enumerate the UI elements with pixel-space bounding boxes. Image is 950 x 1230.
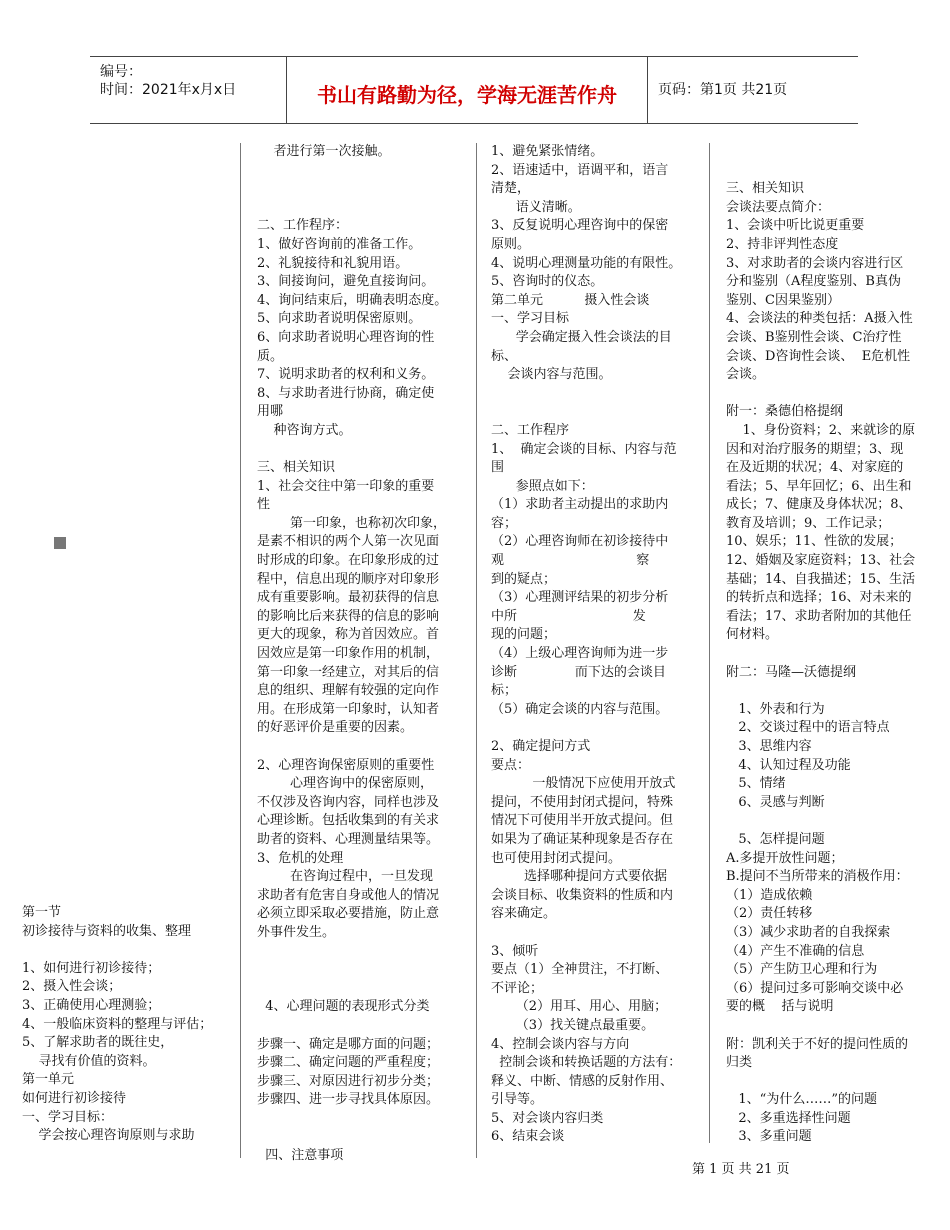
text-line (257, 980, 460, 999)
text-line: 何材料。 (726, 627, 779, 643)
text-line: 者进行第一次接触。 (257, 144, 391, 159)
text-line: 会谈、D咨询性会谈、 E危机性 (726, 348, 911, 364)
text-line: 围 (491, 460, 505, 476)
text-line: 性 (257, 497, 271, 513)
document-number-label: 编号： (100, 64, 142, 80)
text-line: （2）责任转移 (726, 906, 813, 922)
text-line: 息的组织、理解有较强的定向作 (257, 683, 440, 699)
text-line: 会谈。 (726, 367, 766, 383)
text-line: 第二单元 摄入性会谈 (491, 292, 650, 308)
text-line: 步骤四、进一步寻找具体原因。 (257, 1092, 440, 1108)
text-line: 鉴别、C因果鉴别） (726, 292, 840, 308)
text-line: 质。 (257, 348, 284, 364)
text-line: 控制会谈和转换话题的方法有： (491, 1055, 682, 1071)
text-line: 的转折点和选择；16、对未来的 (726, 590, 912, 606)
text-line: 附一：桑德伯格提纲 (726, 404, 844, 420)
text-line: 更大的现象，称为首因效应。首 (257, 627, 440, 643)
text-line: 5、情绪 (726, 776, 786, 792)
text-line: 会谈法要点简介： (726, 199, 831, 215)
document-header (90, 56, 858, 124)
text-line: 成长；7、健康及身体状况；8、 (726, 497, 912, 513)
text-line: 1、避免紧张情绪。 (491, 144, 604, 159)
text-line: 三、相关知识 (726, 181, 805, 197)
text-line: 3、倾听 (491, 943, 539, 959)
text-line: 标、 (491, 348, 518, 364)
text-line: 种咨询方式。 (257, 422, 352, 438)
text-line: 的好恶评价是重要的因素。 (257, 720, 414, 736)
text-line: 语义清晰。 (491, 199, 581, 215)
text-line: 10、娱乐；11、性欲的发展； (726, 534, 903, 550)
text-line: 容来确定。 (491, 906, 557, 922)
text-column-4 (726, 143, 932, 1147)
text-line: 选择哪种提问方式要依据 (491, 869, 668, 885)
text-line: 7、说明求助者的权利和义务。 (257, 367, 435, 383)
text-line: 提问，不使用封闭式提问，特殊 (491, 794, 674, 810)
placeholder-square-icon (54, 537, 66, 549)
text-line: 到的疑点； (491, 571, 557, 587)
text-line: B.提问不当所带来的消极作用： (726, 869, 909, 885)
text-line: 一、学习目标： (22, 1109, 114, 1125)
text-line: 是素不相识的两个人第一次见面 (257, 534, 440, 550)
text-column-3 (491, 143, 697, 1147)
text-line: 标； (491, 683, 518, 699)
text-line: 参照点如下： (491, 478, 594, 494)
text-line: 步骤一、确定是哪方面的问题； (257, 1036, 440, 1052)
column-divider-3 (709, 143, 710, 1143)
text-line: 释义、中断、情感的反射作用、 (491, 1073, 674, 1089)
text-line (257, 738, 460, 757)
text-line: 会谈目标、收集资料的性质和内 (491, 887, 674, 903)
text-line: 3、对求助者的会谈内容进行区 (726, 255, 904, 271)
text-line: 2、礼貌接待和礼貌用语。 (257, 255, 409, 271)
text-line: 四、注意事项 (257, 1148, 344, 1164)
text-line (726, 682, 932, 701)
text-line (726, 143, 932, 162)
text-line: 5、咨询时的仪态。 (491, 274, 604, 290)
text-line: 情况下可使用半开放式提问。但 (491, 813, 674, 829)
text-line: 12、婚姻及家庭资料；13、社会 (726, 553, 916, 569)
text-line: 2、多重选择性问题 (726, 1110, 851, 1126)
header-page-cell (648, 57, 858, 123)
text-line (726, 1017, 932, 1036)
text-line: 要的概 括与说明 (726, 999, 834, 1015)
text-line: （3）找关键点最重要。 (491, 1017, 655, 1033)
text-line: 8、与求助者进行协商，确定使 (257, 385, 435, 401)
text-line (257, 961, 460, 980)
text-line: 1、“为什么……”的问题 (726, 1092, 877, 1108)
text-line: 1、会谈中听比说更重要 (726, 218, 865, 234)
text-line: 会谈、B鉴别性会谈、C治疗性 (726, 329, 902, 345)
text-line (257, 1017, 460, 1036)
text-line: （4）上级心理咨询师为进一步 (491, 646, 669, 662)
text-line: 要点： (491, 757, 531, 773)
text-line: 一般情况下应使用开放式 (491, 776, 676, 792)
text-line: 二、工作程序： (257, 218, 349, 234)
text-line: 5、对会谈内容归类 (491, 1110, 604, 1126)
text-line: 现的问题； (491, 627, 557, 643)
text-line: 三、相关知识 (257, 460, 336, 476)
text-line (726, 1073, 932, 1092)
text-line: 观 察 (491, 553, 650, 569)
text-line (257, 943, 460, 962)
text-line: 初诊接待与资料的收集、整理 (22, 923, 192, 939)
text-line (257, 199, 460, 218)
text-line: （1）求助者主动提出的求助内 (491, 497, 669, 513)
text-line: （3）减少求助者的自我探索 (726, 924, 891, 940)
text-line: 学会确定摄入性会谈法的目 (491, 329, 672, 345)
text-line: 1、如何进行初诊接待； (22, 960, 161, 976)
text-line: 外事件发生。 (257, 924, 336, 940)
text-line: 2、摄入性会谈； (22, 979, 122, 995)
text-line: （5）产生防卫心理和行为 (726, 962, 878, 978)
text-line (726, 385, 932, 404)
text-line: （1）造成依赖 (726, 887, 813, 903)
text-line: 寻找有价值的资料。 (22, 1053, 156, 1069)
page-footer: 第 1 页 共 21 页 (692, 1162, 790, 1177)
text-line: 在及近期的状况；4、对家庭的 (726, 460, 904, 476)
text-line: 1、身份资料；2、来就诊的原 (726, 422, 916, 438)
text-line: 因和对治疗服务的期望；3、现 (726, 441, 904, 457)
text-line: 归类 (726, 1055, 753, 1071)
text-line: 原则。 (491, 236, 531, 252)
text-line: 6、灵感与判断 (726, 794, 825, 810)
text-line: 诊断 而下达的会谈目 (491, 664, 666, 680)
text-line: 1、做好咨询前的准备工作。 (257, 236, 422, 252)
text-line: 4、会谈法的种类包括：A摄入性 (726, 311, 913, 327)
text-line: 2、交谈过程中的语言特点 (726, 720, 890, 736)
text-line: 5、向求助者说明保密原则。 (257, 311, 422, 327)
text-line: 时形成的印象。在印象形成的过 (257, 553, 440, 569)
header-page-info: 页码：第1页 共21页 (658, 82, 788, 98)
text-line: （3）心理测评结果的初步分析 (491, 590, 669, 606)
text-line: 用哪 (257, 404, 284, 420)
text-line: 4、心理问题的表现形式分类 (257, 999, 430, 1015)
text-line (491, 924, 697, 943)
text-line (257, 162, 460, 181)
text-line: 3、多重问题 (726, 1129, 812, 1145)
text-line (726, 162, 932, 181)
text-line (491, 403, 697, 422)
text-line: （4）产生不准确的信息 (726, 943, 865, 959)
text-line: 第一印象，也称初次印象， (257, 515, 447, 531)
text-line: 程中，信息出现的顺序对印象形 (257, 571, 440, 587)
text-line: 心理诊断。包括收集到的有关求 (257, 813, 440, 829)
text-line: 3、思维内容 (726, 739, 812, 754)
column-divider-2 (476, 143, 477, 1158)
text-line (491, 719, 697, 738)
text-line: 求助者有危害自身或他人的情况 (257, 887, 440, 903)
text-line: 3、反复说明心理咨询中的保密 (491, 218, 669, 234)
text-line: 1、 确定会谈的目标、内容与范 (491, 441, 677, 457)
text-line (257, 1128, 460, 1147)
text-line: 教育及培训；9、工作记录； (726, 515, 891, 531)
text-line: 2、持非评判性态度 (726, 236, 839, 252)
text-line (22, 941, 232, 960)
text-line: 第一节 (22, 905, 62, 920)
column-divider-1 (240, 143, 241, 1158)
text-line (257, 1110, 460, 1129)
text-line: 要点（1）全神贯注，不打断、 (491, 962, 669, 978)
text-line: 步骤三、对原因进行初步分类； (257, 1073, 440, 1089)
text-line: 成有重要影响。最初获得的信息 (257, 590, 440, 606)
text-line: 5、了解求助者的既往史， (22, 1035, 174, 1051)
text-line: 2、心理咨询保密原则的重要性 (257, 757, 435, 773)
text-line: 也可使用封闭式提问。 (491, 850, 622, 866)
text-line (726, 812, 932, 831)
text-line: 助者的资料、心理测量结果等。 (257, 831, 440, 847)
header-motto-cell (287, 57, 648, 123)
text-column-1 (22, 904, 232, 1146)
text-line: 2、确定提问方式 (491, 739, 591, 754)
text-line: 清楚， (491, 181, 531, 197)
text-line: 看法；5、早年回忆；6、出生和 (726, 478, 912, 494)
text-line: 不仅涉及咨询内容，同样也涉及 (257, 794, 440, 810)
text-line: 必须立即采取必要措施，防止意 (257, 906, 440, 922)
text-line: 1、外表和行为 (726, 701, 825, 717)
text-line: 用。在形成第一印象时，认知者 (257, 701, 440, 717)
text-line: 因效应是第一印象作用的机制， (257, 646, 440, 662)
text-line: 基础；14、自我描述；15、生活 (726, 571, 916, 587)
text-line: 4、控制会谈内容与方向 (491, 1036, 630, 1052)
text-line: 学会按心理咨询原则与求助 (22, 1128, 195, 1144)
text-line: 3、间接询问，避免直接询问。 (257, 274, 435, 290)
text-line (257, 180, 460, 199)
text-line (491, 385, 697, 404)
text-line: 心理咨询中的保密原则， (257, 776, 434, 792)
text-line: 6、向求助者说明心理咨询的性 (257, 329, 435, 345)
text-line: 第一印象一经建立，对其后的信 (257, 664, 440, 680)
text-line: 二、工作程序 (491, 422, 570, 438)
text-line: （2）心理咨询师在初诊接待中 (491, 534, 669, 550)
text-line: 2、语速适中，语调平和，语言 (491, 162, 669, 178)
text-line: 附：凯利关于不好的提问性质的 (726, 1036, 909, 1052)
document-time-label: 时间：2021年x月x日 (100, 82, 237, 98)
text-line: 容； (491, 515, 518, 531)
text-line: 4、说明心理测量功能的有限性。 (491, 255, 682, 271)
text-line: 如果为了确证某种现象是否存在 (491, 831, 674, 847)
text-line: 会谈内容与范围。 (491, 367, 612, 383)
text-line: 3、危机的处理 (257, 850, 344, 866)
text-line: 4、认知过程及功能 (726, 757, 851, 773)
text-line: 看法；17、求助者附加的其他任 (726, 608, 912, 624)
text-line: 5、怎样提问题 (726, 831, 825, 847)
text-line: 引导等。 (491, 1092, 544, 1108)
text-line: 分和鉴别（A程度鉴别、B真伪 (726, 274, 901, 290)
text-line: 步骤二、确定问题的严重程度； (257, 1055, 440, 1071)
text-line: （2）用耳、用心、用脑； (491, 999, 668, 1015)
text-line: 如何进行初诊接待 (22, 1090, 127, 1106)
text-line: 的影响比后来获得的信息的影响 (257, 608, 440, 624)
text-line: 4、询问结束后，明确表明态度。 (257, 292, 448, 308)
text-line (726, 645, 932, 664)
text-line: 4、一般临床资料的整理与评估； (22, 1016, 213, 1032)
text-line: 附二：马隆—沃德提纲 (726, 664, 857, 680)
text-line: 中所 发 (491, 608, 646, 624)
text-column-2 (257, 143, 460, 1166)
text-line: 不评论； (491, 980, 544, 996)
text-line: 1、社会交往中第一印象的重要 (257, 478, 435, 494)
text-line: 第一单元 (22, 1072, 75, 1088)
text-line: 3、正确使用心理测验； (22, 997, 161, 1013)
text-line: 6、结束会谈 (491, 1129, 565, 1145)
text-line: （6）提问过多可影响交谈中必 (726, 980, 904, 996)
text-line: A.多提开放性问题； (726, 850, 844, 866)
text-line: （5）确定会谈的内容与范围。 (491, 701, 669, 717)
text-line (257, 441, 460, 460)
text-line: 一、学习目标 (491, 311, 570, 327)
header-motto: 书山有路勤为径，学海无涯苦作舟 (317, 83, 617, 107)
header-meta-cell (90, 57, 287, 123)
text-line: 在咨询过程中，一旦发现 (257, 869, 434, 885)
